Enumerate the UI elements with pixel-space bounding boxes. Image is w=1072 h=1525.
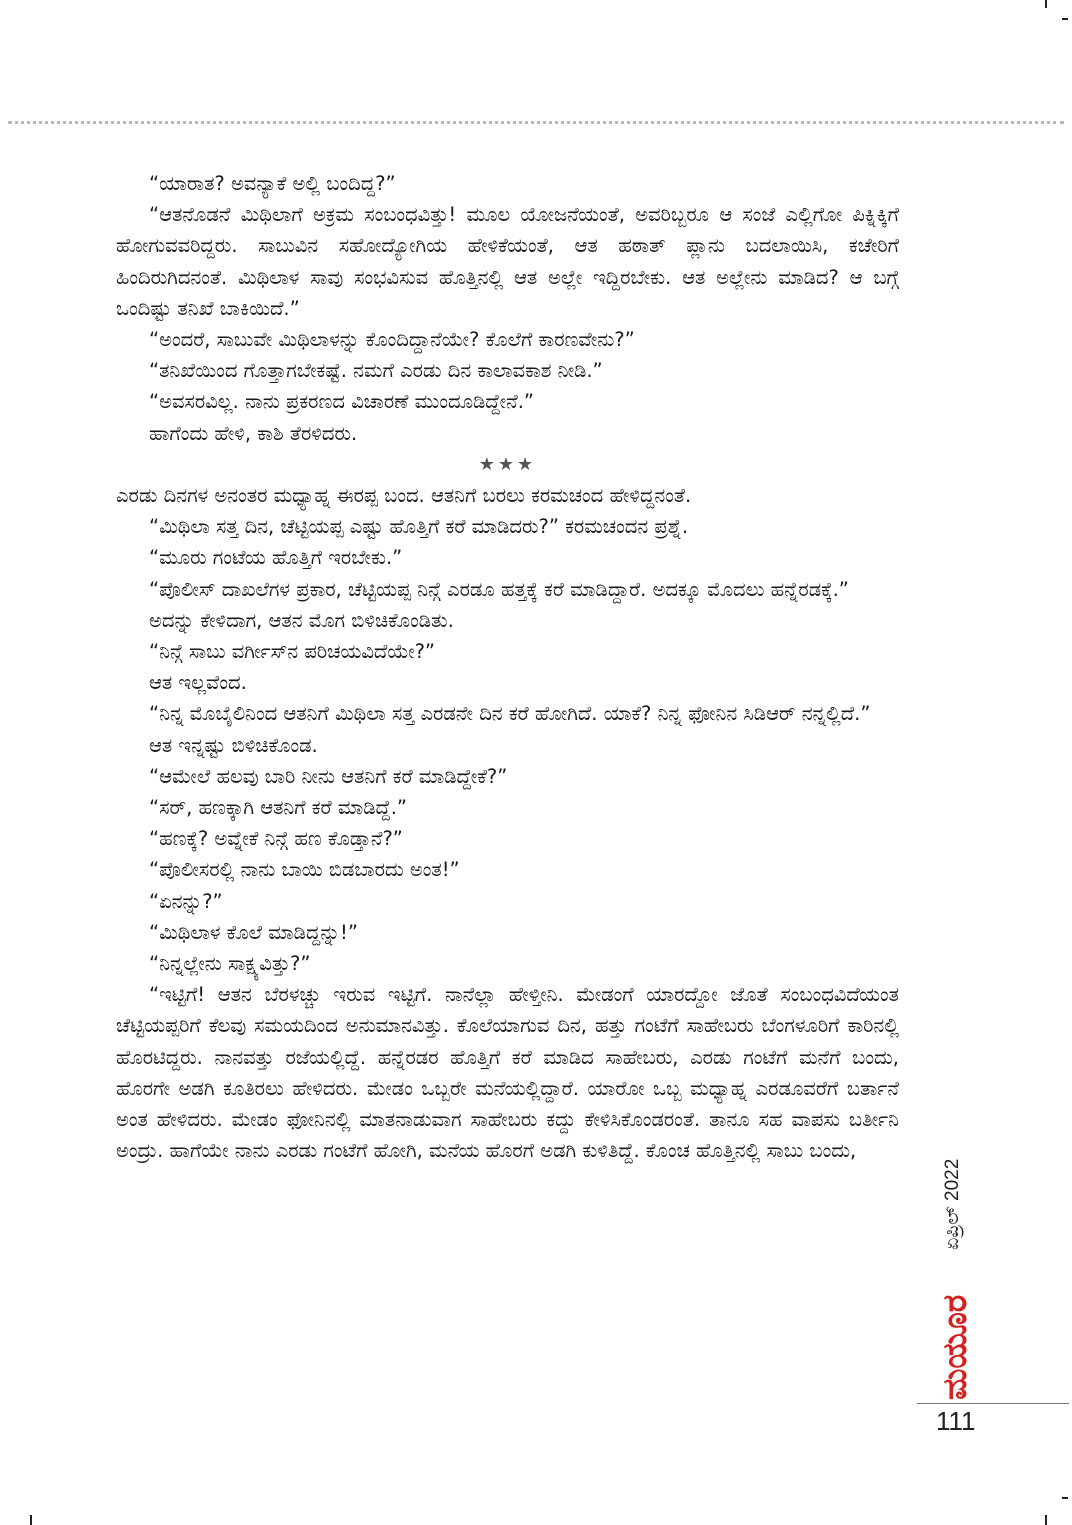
paragraph: “ನಿನ್ನಲ್ಲೇನು ಸಾಕ್ಷ್ಯವಿತ್ತು?” [149, 952, 311, 976]
page-number: 111 [936, 1406, 976, 1436]
paragraph: “ಅಂದರೆ, ಸಾಬುವೇ ಮಿಥಿಲಾಳನ್ನು ಕೊಂದಿದ್ದಾನೆಯೇ? ಕೊಲೆಗೆ ಕಾರಣವೇನು?” [149, 328, 635, 352]
crop-mark [1045, 1515, 1047, 1525]
page-sidebar [925, 1110, 981, 1400]
crop-mark [30, 1515, 32, 1525]
crop-mark [1062, 18, 1068, 20]
section-separator: ★★★ [478, 453, 537, 475]
issue-date: ಏಪ್ರಿಲ್ 2022 [942, 1158, 963, 1250]
header-dotted-rule [8, 121, 1064, 124]
paragraph: “ತನಿಖೆಯಿಂದ ಗೊತ್ತಾಗಬೇಕಷ್ಟೆ. ನಮಗೆ ಎರಡು ದಿನ ಕಾಲಾವಕಾಶ ನೀಡಿ.” [149, 359, 603, 383]
paragraph: “ಮಿಥಿಲಾಳ ಕೊಲೆ ಮಾಡಿದ್ದನ್ನು!” [149, 920, 358, 944]
paragraph: “ಸರ್, ಹಣಕ್ಕಾಗಿ ಆತನಿಗೆ ಕರೆ ಮಾಡಿದ್ದೆ.” [149, 796, 408, 820]
paragraph: “ಮೂರು ಗಂಟೆಯ ಹೊತ್ತಿಗೆ ಇರಬೇಕು.” [149, 546, 403, 570]
crop-mark [1045, 0, 1047, 8]
paragraph: “ಪೊಲೀಸರಲ್ಲಿ ನಾನು ಬಾಯಿ ಬಿಡಬಾರದು ಅಂತ!” [149, 858, 460, 882]
paragraph: ಹಾಗೆಂದು ಹೇಳಿ, ಕಾಶಿ ತೆರಳಿದರು. [149, 421, 358, 445]
paragraph: “ಇಟ್ಟಿಗೆ! ಆತನ ಬೆರಳಚ್ಚು ಇರುವ ಇಟ್ಟಿಗೆ. ನಾನೆಲ್ಲಾ ಹೇಳ್ತೀನಿ. ಮೇಡಂಗೆ ಯಾರದ್ದೋ ಜೊತೆ ಸಂಬಂಧವಿದೆಯಂತ ಚೆಟ್ಟಿಯಪ್ಪರಿಗೆ ಕೆಲವು ಸಮಯದಿಂದ ಅನುಮಾನವಿತ್ತು. ಕೊಲೆಯಾಗುವ ದಿನ, ಹತ್ತು ಗಂಟೆಗೆ ಸಾಹೇಬರು ಬೆಂಗಳೂರಿಗೆ ಕಾರಿನಲ್ಲಿ ಹೊರಟಿದ್ದರು. ನಾನವತ್ತು ರಜೆಯಲ್ಲಿದ್ದೆ. ಹನ್ನೆರಡರ ಹೊತ್ತಿಗೆ ಕರೆ ಮಾಡಿದ ಸಾಹೇಬರು, ಎರಡು ಗಂಟೆಗೆ ಮನೆಗೆ ಬಂದು, ಹೊರಗೇ ಅಡಗಿ ಕೂತಿರಲು ಹೇಳಿದರು. ಮೇಡಂ ಒಬ್ಬರೇ ಮನೆಯಲ್ಲಿದ್ದಾರೆ. ಯಾರೋ ಒಬ್ಬ ಮಧ್ಯಾಹ್ನ ಎರಡೂವರೆಗೆ ಬರ್ತಾನೆ ಅಂತ ಹೇಳಿದರು. ಮೇಡಂ ಫೋನಿನಲ್ಲಿ ಮಾತನಾಡುವಾಗ ಸಾಹೇಬರು ಕದ್ದು ಕೇಳಿಸಿಕೊಂಡರಂತೆ. ತಾನೂ ಸಹ ವಾಪಸು ಬರ್ತೀನಿ ಅಂದ್ರು. ಹಾಗೆಯೇ ನಾನು ಎರಡು ಗಂಟೆಗೆ ಹೋಗಿ, ಮನೆಯ ಹೊರಗೆ ಅಡಗಿ ಕುಳಿತಿದ್ದೆ. ಕೊಂಚ ಹೊತ್ತಿನಲ್ಲಿ ಸಾಬು ಬಂದು, [116, 983, 899, 1163]
paragraph: “ಹಣಕ್ಕೆ? ಅವ್ನೇಕೆ ನಿನ್ಗೆ ಹಣ ಕೊಡ್ತಾನೆ?” [149, 827, 403, 851]
article-paragraphs-part-1 [116, 168, 899, 449]
magazine-logo: ಮಯೂರ [935, 1294, 974, 1400]
paragraph: “ಅವಸರವಿಲ್ಲ. ನಾನು ಪ್ರಕರಣದ ವಿಚಾರಣೆ ಮುಂದೂಡಿದ್ದೇನೆ.” [149, 390, 534, 414]
article-paragraphs-part-2 [116, 480, 899, 1166]
paragraph: “ಆಮೇಲೆ ಹಲವು ಬಾರಿ ನೀನು ಆತನಿಗೆ ಕರೆ ಮಾಡಿದ್ದೇಕೆ?” [149, 764, 508, 788]
paragraph: “ನಿನ್ನ ಮೊಬೈಲಿನಿಂದ ಆತನಿಗೆ ಮಿಥಿಲಾ ಸತ್ತ ಎರಡನೇ ದಿನ ಕರೆ ಹೋಗಿದೆ. ಯಾಕೆ? ನಿನ್ನ ಫೋನಿನ ಸಿಡಿಆರ್ ನನ್ನಲ್ಲಿದೆ.” [149, 702, 871, 726]
paragraph: “ಆತನೊಡನೆ ಮಿಥಿಲಾಗೆ ಅಕ್ರಮ ಸಂಬಂಧವಿತ್ತು! ಮೂಲ ಯೋಜನೆಯಂತೆ, ಅವರಿಬ್ಬರೂ ಆ ಸಂಜೆ ಎಲ್ಲಿಗೋ ಪಿಕ್ನಿಕ್ಕಿಗೆ ಹೋಗುವವರಿದ್ದರು. ಸಾಬುವಿನ ಸಹೋದ್ಯೋಗಿಯ ಹೇಳಿಕೆಯಂತೆ, ಆತ ಹಠಾತ್ ಪ್ಲಾನು ಬದಲಾಯಿಸಿ, ಕಚೇರಿಗೆ ಹಿಂದಿರುಗಿದನಂತೆ. ಮಿಥಿಲಾಳ ಸಾವು ಸಂಭವಿಸುವ ಹೊತ್ತಿನಲ್ಲಿ ಆತ ಅಲ್ಲೇ ಇದ್ದಿರಬೇಕು. ಆತ ಅಲ್ಲೇನು ಮಾಡಿದ? ಆ ಬಗ್ಗೆ ಒಂದಿಷ್ಟು ತನಿಖೆ ಬಾಕಿಯಿದೆ.” [116, 203, 899, 320]
paragraph: ಆತ ಇನ್ನಷ್ಟು ಬಿಳಿಚಿಕೊಂಡ. [149, 733, 318, 757]
crop-mark [1062, 1497, 1068, 1499]
paragraph: “ನಿನ್ಗೆ ಸಾಬು ವರ್ಗೀಸ್‌ನ ಪರಿಚಯವಿದೆಯೇ?” [149, 640, 436, 664]
paragraph: ಎರಡು ದಿನಗಳ ಅನಂತರ ಮಧ್ಯಾಹ್ನ ಈರಪ್ಪ ಬಂದ. ಆತನಿಗೆ ಬರಲು ಕರಮಚಂದ ಹೇಳಿದ್ದನಂತೆ. [116, 484, 692, 508]
footer-rule [917, 1403, 1069, 1404]
paragraph: “ಏನನ್ನು?” [149, 889, 223, 913]
paragraph: ಆತ ಇಲ್ಲವೆಂದ. [149, 671, 247, 695]
paragraph: ಅದನ್ನು ಕೇಳಿದಾಗ, ಆತನ ಮೊಗ ಬಿಳಿಚಿಕೊಂಡಿತು. [149, 608, 454, 632]
paragraph: “ಮಿಥಿಲಾ ಸತ್ತ ದಿನ, ಚೆಟ್ಟಿಯಪ್ಪ ಎಷ್ಟು ಹೊತ್ತಿಗೆ ಕರೆ ಮಾಡಿದರು?” ಕರಮಚಂದನ ಪ್ರಶ್ನೆ. [149, 515, 689, 539]
paragraph: “ಪೊಲೀಸ್ ದಾಖಲೆಗಳ ಪ್ರಕಾರ, ಚೆಟ್ಟಿಯಪ್ಪ ನಿನ್ಗೆ ಎರಡೂ ಹತ್ತಕ್ಕೆ ಕರೆ ಮಾಡಿದ್ದಾರೆ. ಅದಕ್ಕೂ ಮೊದಲು ಹನ್ನೆರಡಕ್ಕೆ.” [149, 577, 849, 601]
paragraph: “ಯಾರಾತ? ಅವನ್ಯಾಕೆ ಅಲ್ಲಿ ಬಂದಿದ್ದ?” [149, 172, 396, 195]
article-body [116, 168, 899, 1167]
